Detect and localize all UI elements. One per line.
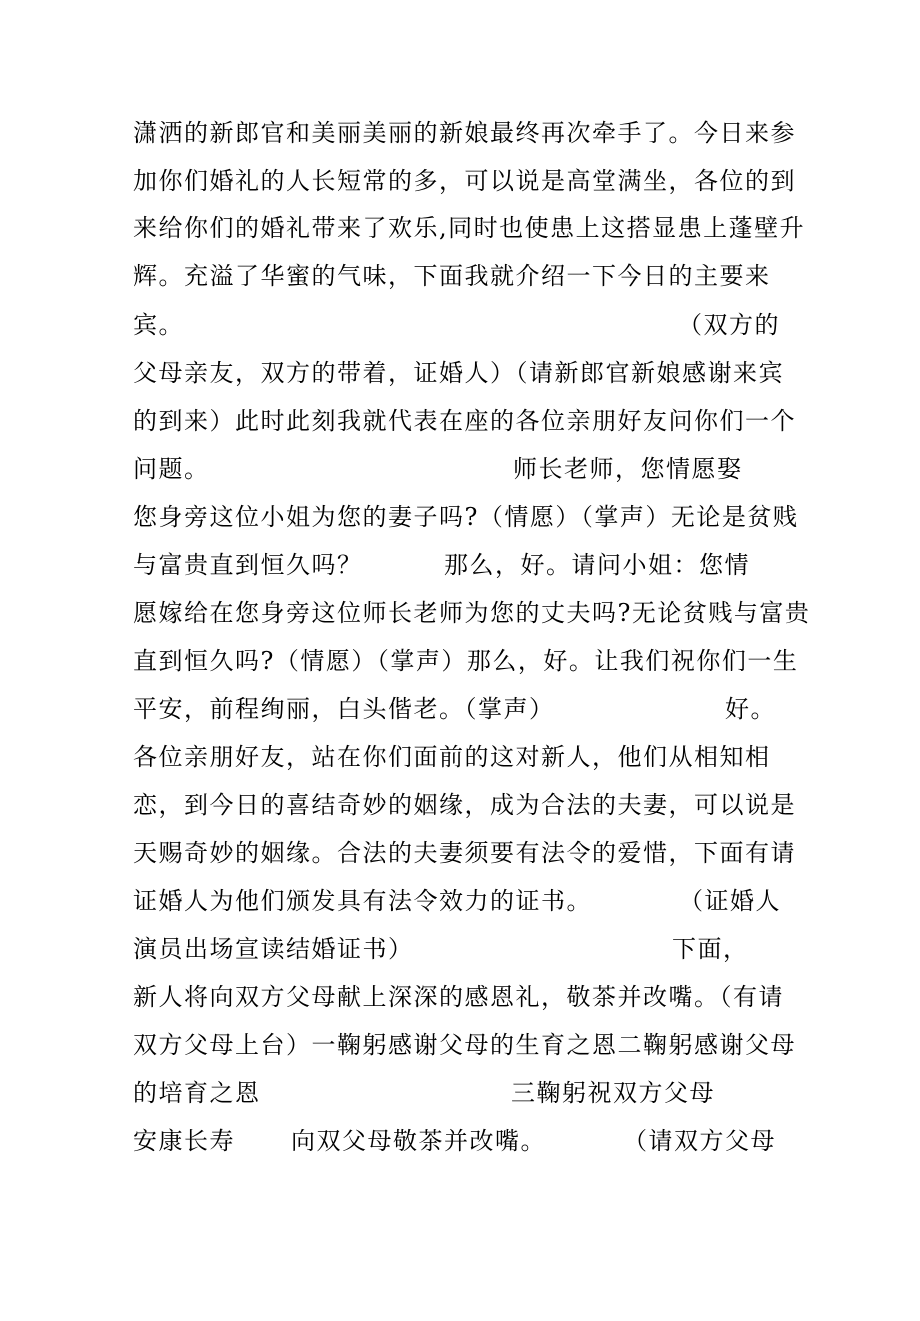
line-text: 来给你们的婚礼带来了欢乐,同时也使患上这搭显患上蓬壁升 [133,214,806,242]
text-line [133,737,771,777]
text-line [133,1121,776,1161]
line-text: 向双父母敬茶并改嘴。 [291,1127,546,1155]
line-text: 潇洒的新郎官和美丽美丽的新娘最终再次牵手了。今日来参 [133,119,796,147]
text-line [133,113,796,153]
line-text: 父母亲友，双方的带着，证婚人）（请新郎官新娘感谢来宾 [133,359,784,387]
line-text: 加你们婚礼的人长短常的多，可以说是高堂满坐，各位的到 [133,167,796,195]
text-line [133,208,806,248]
line-text: 辉。充溢了华蜜的气味，下面我就介绍一下今日的主要来 [133,262,771,290]
line-text: 平安，前程绚丽，白头偕老。（掌声） [133,695,555,723]
text-line [133,401,796,441]
line-text: 安康长寿 [133,1127,235,1155]
line-text: 的培育之恩 [133,1079,261,1107]
line-text: 愿嫁给在您身旁这位师长老师为您的丈夫吗?无论贫贱与富贵 [133,599,811,627]
line-text: 证婚人为他们颁发具有法令效力的证书。 [133,887,592,915]
text-line [133,161,796,201]
text-line [133,1073,715,1113]
text-line [133,833,796,873]
line-text: 与富贵直到恒久吗？ [133,551,363,579]
line-text: 问题。 [133,455,210,483]
text-line [133,785,796,825]
line-text: （双方的 [678,311,780,339]
line-text: 您身旁这位小姐为您的妻子吗?（情愿）（掌声）无论是贫贱 [133,503,799,531]
text-line [133,929,749,969]
text-line [133,593,811,633]
line-text: 各位亲朋好友，站在你们面前的这对新人，他们从相知相 [133,743,771,771]
text-line [133,545,750,585]
text-line [133,256,771,296]
line-text: （证婚人 [679,887,781,915]
text-line [133,305,780,345]
text-line [133,353,784,393]
line-text: 那么，好。请问小姐：您情 [444,551,750,579]
line-text: 天赐奇妙的姻缘。合法的夫妻须要有法令的爱惜，下面有请 [133,839,796,867]
line-text: 新人将向双方父母献上深深的感恩礼，敬茶并改嘴。（有请 [133,983,784,1011]
line-text: 的到来）此时此刻我就代表在座的各位亲朋好友问你们一个 [133,407,796,435]
text-line [133,977,784,1017]
text-line [133,449,743,489]
line-text: 直到恒久吗?（情愿）（掌声）那么，好。让我们祝你们一生 [133,647,799,675]
text-line [133,689,776,729]
line-text: 宾。 [133,311,184,339]
line-text: 师长老师，您情愿娶 [513,455,743,483]
line-text: 好。 [725,695,776,723]
line-text: 双方父母上台）一鞠躬感谢父母的生育之恩二鞠躬感谢父母 [133,1031,796,1059]
text-line [133,497,799,537]
text-line [133,881,781,921]
text-line [133,1025,796,1065]
line-text: （请双方父母 [623,1127,776,1155]
line-text: 三鞠躬祝双方父母 [511,1079,715,1107]
line-text: 演员出场宣读结婚证书） [133,935,414,963]
text-line [133,641,799,681]
line-text: 下面， [672,935,749,963]
line-text: 恋，到今日的喜结奇妙的姻缘，成为合法的夫妻，可以说是 [133,791,796,819]
